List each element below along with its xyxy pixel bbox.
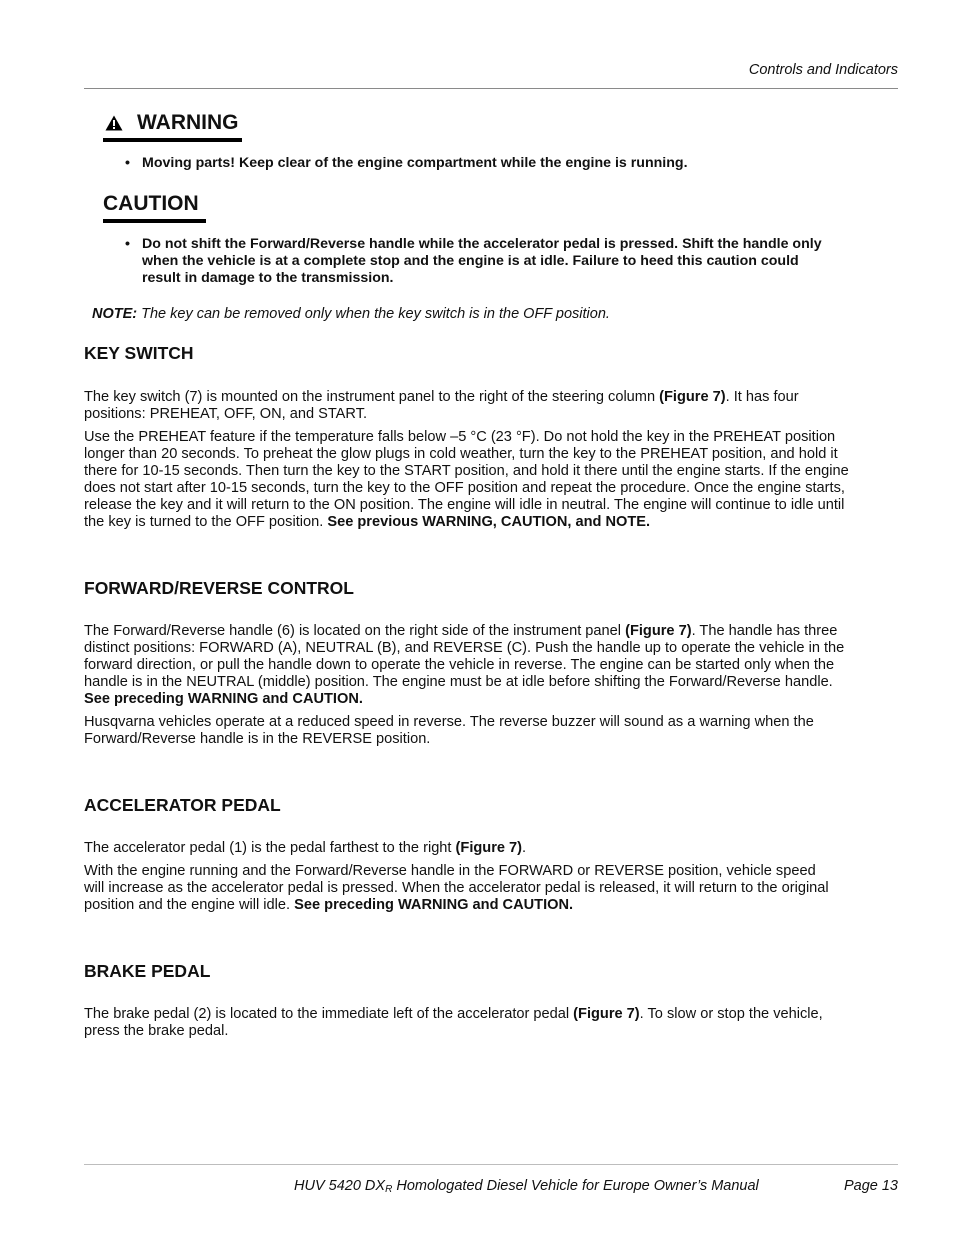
text-run: . It has four [725,389,799,405]
text-line: does not start after 10-15 seconds, turn the key to the OFF position and repeat the procedure. Once the engine starts, [84,480,845,496]
manual-model-subscript: R [385,1184,393,1195]
forward-reverse-heading: FORWARD/REVERSE CONTROL [84,578,354,598]
manual-model: HUV 5420 DX [294,1178,386,1194]
text-line: release the key and it will return to the ON position. The engine will idle in neutral. The engine will continue to idle until [84,497,845,513]
warning-bullet-text: Moving parts! Keep clear of the engine compartment while the engine is running. [142,155,688,171]
caution-line: when the vehicle is at a complete stop and the engine is at idle. Failure to heed this caution could [142,253,799,269]
text-run: The Forward/Reverse handle (6) is located on the right side of the instrument panel [84,623,626,639]
text-run: . The handle has three [691,623,838,639]
manual-title [294,1178,759,1195]
footer-divider [84,1164,898,1165]
caution-title: CAUTION [103,192,199,215]
key-switch-heading: KEY SWITCH [84,343,194,363]
text-line: will increase as the accelerator pedal is pressed. When the accelerator pedal is released, it will return to the original [84,880,829,896]
caution-bullet [125,236,895,290]
text-line: Use the PREHEAT feature if the temperature falls below –5 °C (23 °F). Do not hold the key in the PREHEAT position [84,429,836,445]
cross-reference: See preceding WARNING and CAUTION. [294,897,574,913]
text-run: position and the engine will idle. [84,897,295,913]
text-line: Husqvarna vehicles operate at a reduced speed in reverse. The reverse buzzer will sound as a warning when the [84,714,814,730]
text-line: positions: PREHEAT, OFF, ON, and START. [84,406,368,422]
accelerator-heading: ACCELERATOR PEDAL [84,795,281,815]
text-line: distinct positions: FORWARD (A), NEUTRAL (B), and REVERSE (C). Push the handle up to operate the vehicle in the [84,640,845,656]
caution-line: Do not shift the Forward/Reverse handle while the accelerator pedal is pressed. Shift the handle only [142,236,822,252]
accelerator-paragraph-2 [84,863,900,914]
brake-paragraph-1 [84,1006,900,1040]
note-label: NOTE: [92,306,138,322]
text-line: Forward/Reverse handle is in the REVERSE position. [84,731,431,747]
section-title: Controls and Indicators [748,62,898,78]
text-run: . [522,840,527,856]
text-line: handle is in the NEUTRAL (middle) position. The engine must be at idle before shifting the Forward/Reverse handle. [84,674,833,690]
key-switch-paragraph-2 [84,429,900,531]
text-line: With the engine running and the Forward/Reverse handle in the FORWARD or REVERSE position, vehicle speed [84,863,816,879]
text-line: press the brake pedal. [84,1023,229,1039]
text-run: The brake pedal (2) is located to the immediate left of the accelerator pedal [84,1006,574,1022]
brake-heading: BRAKE PEDAL [84,961,211,981]
note-text: The key can be removed only when the key switch is in the OFF position. [137,306,610,322]
manual-title-text: Homologated Diesel Vehicle for Europe Owner’s Manual [392,1178,759,1194]
warning-heading [103,108,242,142]
forward-reverse-paragraph-1 [84,623,900,708]
text-line: there for 10-15 seconds. Then turn the key to the START position, and hold it there until the engine starts. If the engine [84,463,849,479]
forward-reverse-paragraph-2 [84,714,900,748]
text-run: The accelerator pedal (1) is the pedal farthest to the right [84,840,456,856]
key-switch-paragraph-1 [84,389,900,423]
text-line: forward direction, or pull the handle down to operate the vehicle in reverse. The engine can be started only when the [84,657,835,673]
figure-reference: (Figure 7) [455,840,523,856]
bullet-dot: • [125,236,130,252]
figure-reference: (Figure 7) [573,1006,640,1022]
page-number: Page 13 [843,1178,898,1194]
warning-title: WARNING [137,111,239,134]
figure-reference: (Figure 7) [659,389,726,405]
caution-line: result in damage to the transmission. [142,270,394,286]
text-line: longer than 20 seconds. To preheat the glow plugs in cold weather, turn the key to the PREHEAT position, and hold it [84,446,838,462]
text-run: The key switch (7) is mounted on the instrument panel to the right of the steering column [84,389,660,405]
figure-reference: (Figure 7) [625,623,692,639]
accelerator-paragraph-1 [84,840,900,857]
caution-heading [103,189,206,223]
header-divider [84,88,898,89]
note [92,306,610,322]
warning-triangle-icon [105,115,123,131]
cross-reference: See previous WARNING, CAUTION, and NOTE. [327,514,651,530]
bullet-dot: • [125,155,130,171]
text-run: . To slow or stop the vehicle, [639,1006,823,1022]
cross-reference: See preceding WARNING and CAUTION. [84,691,363,707]
warning-bullet [125,155,895,173]
text-run: the key is turned to the OFF position. [84,514,328,530]
